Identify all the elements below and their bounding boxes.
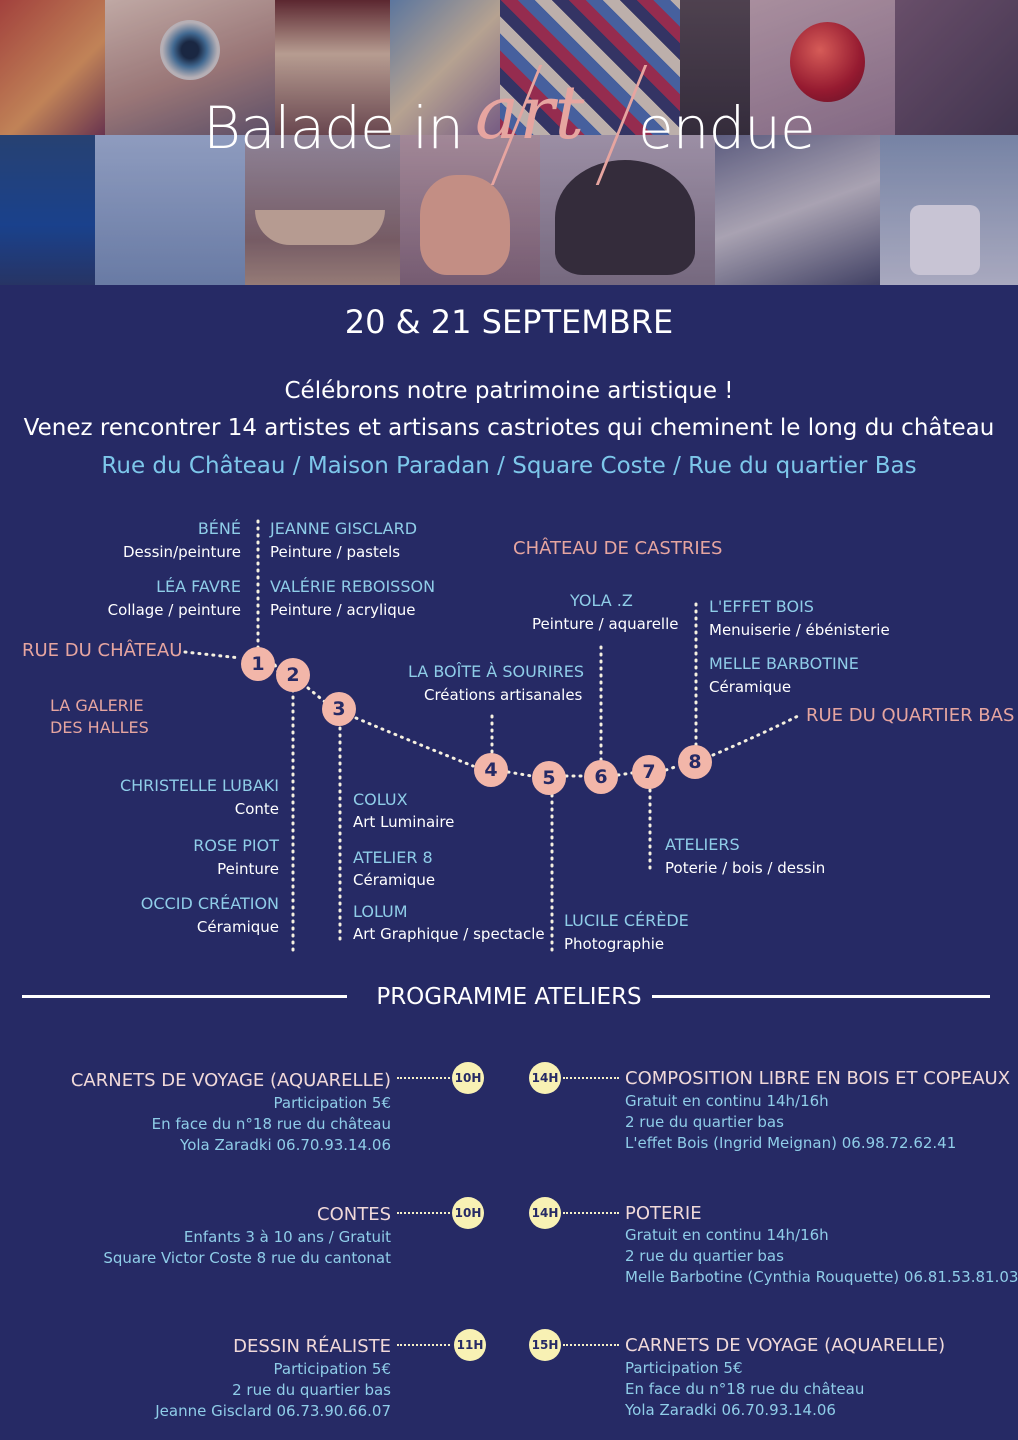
route-node: 4: [474, 753, 508, 787]
artist-role: Dessin/peinture: [122, 543, 241, 561]
intro-line-2: Venez rencontrer 14 artistes et artisans castriotes qui cheminent le long du château: [23, 415, 995, 441]
artist-name: ATELIER 8: [353, 848, 433, 867]
time-badge: 15H: [529, 1329, 561, 1361]
artist-name: VALÉRIE REBOISSON: [270, 577, 436, 596]
route-start: [185, 652, 240, 658]
artist-name: YOLA .Z: [570, 591, 633, 610]
workshop-detail: Gratuit en continu 14h/16h: [625, 1226, 829, 1244]
artist-role: Peinture / aquarelle: [532, 615, 679, 633]
workshop-detail: 2 rue du quartier bas: [625, 1113, 784, 1131]
artist-role: Collage / peinture: [107, 601, 241, 619]
route-node: 8: [678, 745, 712, 779]
artist-role: Menuiserie / ébénisterie: [709, 621, 890, 639]
divider-line: [652, 995, 990, 998]
workshop-detail: Participation 5€: [625, 1359, 743, 1377]
workshop-name: COMPOSITION LIBRE EN BOIS ET COPEAUX: [625, 1068, 1011, 1089]
artist-name: OCCID CRÉATION: [140, 894, 279, 913]
workshop-name: CARNETS DE VOYAGE (AQUARELLE): [625, 1335, 946, 1356]
programme-title: PROGRAMME ATELIERS: [376, 984, 642, 1010]
route-node: 2: [276, 658, 310, 692]
workshop-detail: Jeanne Gisclard 06.73.90.66.07: [155, 1402, 391, 1420]
route-node: 1: [241, 647, 275, 681]
workshop-detail: Yola Zaradki 06.70.93.14.06: [625, 1401, 836, 1419]
artist-name: ATELIERS: [665, 835, 740, 854]
workshop-name: POTERIE: [625, 1203, 702, 1224]
route-seg: [618, 773, 632, 775]
artist-role: Céramique: [196, 918, 279, 936]
workshop-detail: Square Victor Coste 8 rue du cantonat: [103, 1249, 391, 1267]
place-start: RUE DU CHÂTEAU: [22, 640, 183, 661]
route-seg: [666, 766, 678, 770]
route-node: 6: [584, 760, 618, 794]
artist-role: Art Luminaire: [353, 813, 455, 831]
time-badge: 14H: [529, 1197, 561, 1229]
intro-line-1: Célébrons notre patrimoine artistique !: [284, 378, 734, 404]
workshop-detail: En face du n°18 rue du château: [151, 1115, 391, 1133]
artist-name: LOLUM: [353, 902, 408, 921]
workshop-detail: 2 rue du quartier bas: [625, 1247, 784, 1265]
artist-role: Peinture / pastels: [270, 543, 401, 561]
route-seg: [356, 718, 473, 766]
artist-name: BÉNÉ: [197, 519, 241, 538]
workshop-detail: 2 rue du quartier bas: [232, 1381, 391, 1399]
place-galerie: LA GALERIE: [50, 696, 144, 715]
artist-role: Poterie / bois / dessin: [665, 859, 826, 877]
time-badge: 11H: [454, 1329, 486, 1361]
workshop-detail: Gratuit en continu 14h/16h: [625, 1092, 829, 1110]
route-seg: [308, 688, 325, 702]
workshop-detail: Participation 5€: [273, 1360, 391, 1378]
route-end: [713, 715, 800, 755]
event-date: 20 & 21 SEPTEMBRE: [344, 303, 674, 341]
artist-name: LA BOÎTE À SOURIRES: [408, 662, 584, 681]
artist-name: CHRISTELLE LUBAKI: [119, 776, 279, 795]
artist-role: Céramique: [353, 871, 436, 889]
artist-name: LUCILE CÉRÈDE: [564, 911, 689, 930]
workshop-name: CONTES: [317, 1204, 391, 1225]
time-badge: 14H: [529, 1062, 561, 1094]
route-node: 7: [632, 755, 666, 789]
title-left: Balade in: [203, 94, 463, 162]
artist-role: Peinture / acrylique: [270, 601, 416, 619]
workshop-detail: L'effet Bois (Ingrid Meignan) 06.98.72.62.41: [625, 1134, 957, 1152]
artist-name: LÉA FAVRE: [156, 577, 241, 596]
workshop-detail: Participation 5€: [273, 1094, 391, 1112]
workshop-detail: Melle Barbotine (Cynthia Rouquette) 06.81.53.81.03: [625, 1268, 1018, 1286]
title-art: art: [475, 70, 585, 156]
artist-name: L'EFFET BOIS: [709, 597, 814, 616]
artist-name: MELLE BARBOTINE: [709, 654, 859, 673]
artist-role: Créations artisanales: [424, 686, 583, 704]
artist-role: Art Graphique / spectacle: [353, 925, 545, 943]
artist-role: Peinture: [217, 860, 279, 878]
intro-streets: Rue du Château / Maison Paradan / Square Coste / Rue du quartier Bas: [101, 453, 917, 479]
place-end: RUE DU QUARTIER BAS: [806, 705, 1015, 726]
route-node: 5: [532, 761, 566, 795]
workshop-detail: Enfants 3 à 10 ans / Gratuit: [183, 1228, 391, 1246]
place-galerie: DES HALLES: [50, 718, 149, 737]
artist-name: ROSE PIOT: [193, 836, 279, 855]
route-seg: [508, 772, 532, 776]
artist-role: Céramique: [709, 678, 792, 696]
route-node: 3: [322, 692, 356, 726]
title-right: endue: [638, 94, 815, 162]
time-badge: 10H: [452, 1062, 484, 1094]
artist-role: Photographie: [564, 935, 665, 953]
workshop-detail: Yola Zaradki 06.70.93.14.06: [180, 1136, 391, 1154]
place-chateau: CHÂTEAU DE CASTRIES: [513, 538, 723, 559]
artist-role: Conte: [234, 800, 279, 818]
artist-name: COLUX: [353, 790, 408, 809]
workshop-name: DESSIN RÉALISTE: [233, 1336, 391, 1357]
workshop-name: CARNETS DE VOYAGE (AQUARELLE): [70, 1070, 391, 1091]
artist-name: JEANNE GISCLARD: [270, 519, 418, 538]
time-badge: 10H: [452, 1197, 484, 1229]
workshop-detail: En face du n°18 rue du château: [625, 1380, 865, 1398]
